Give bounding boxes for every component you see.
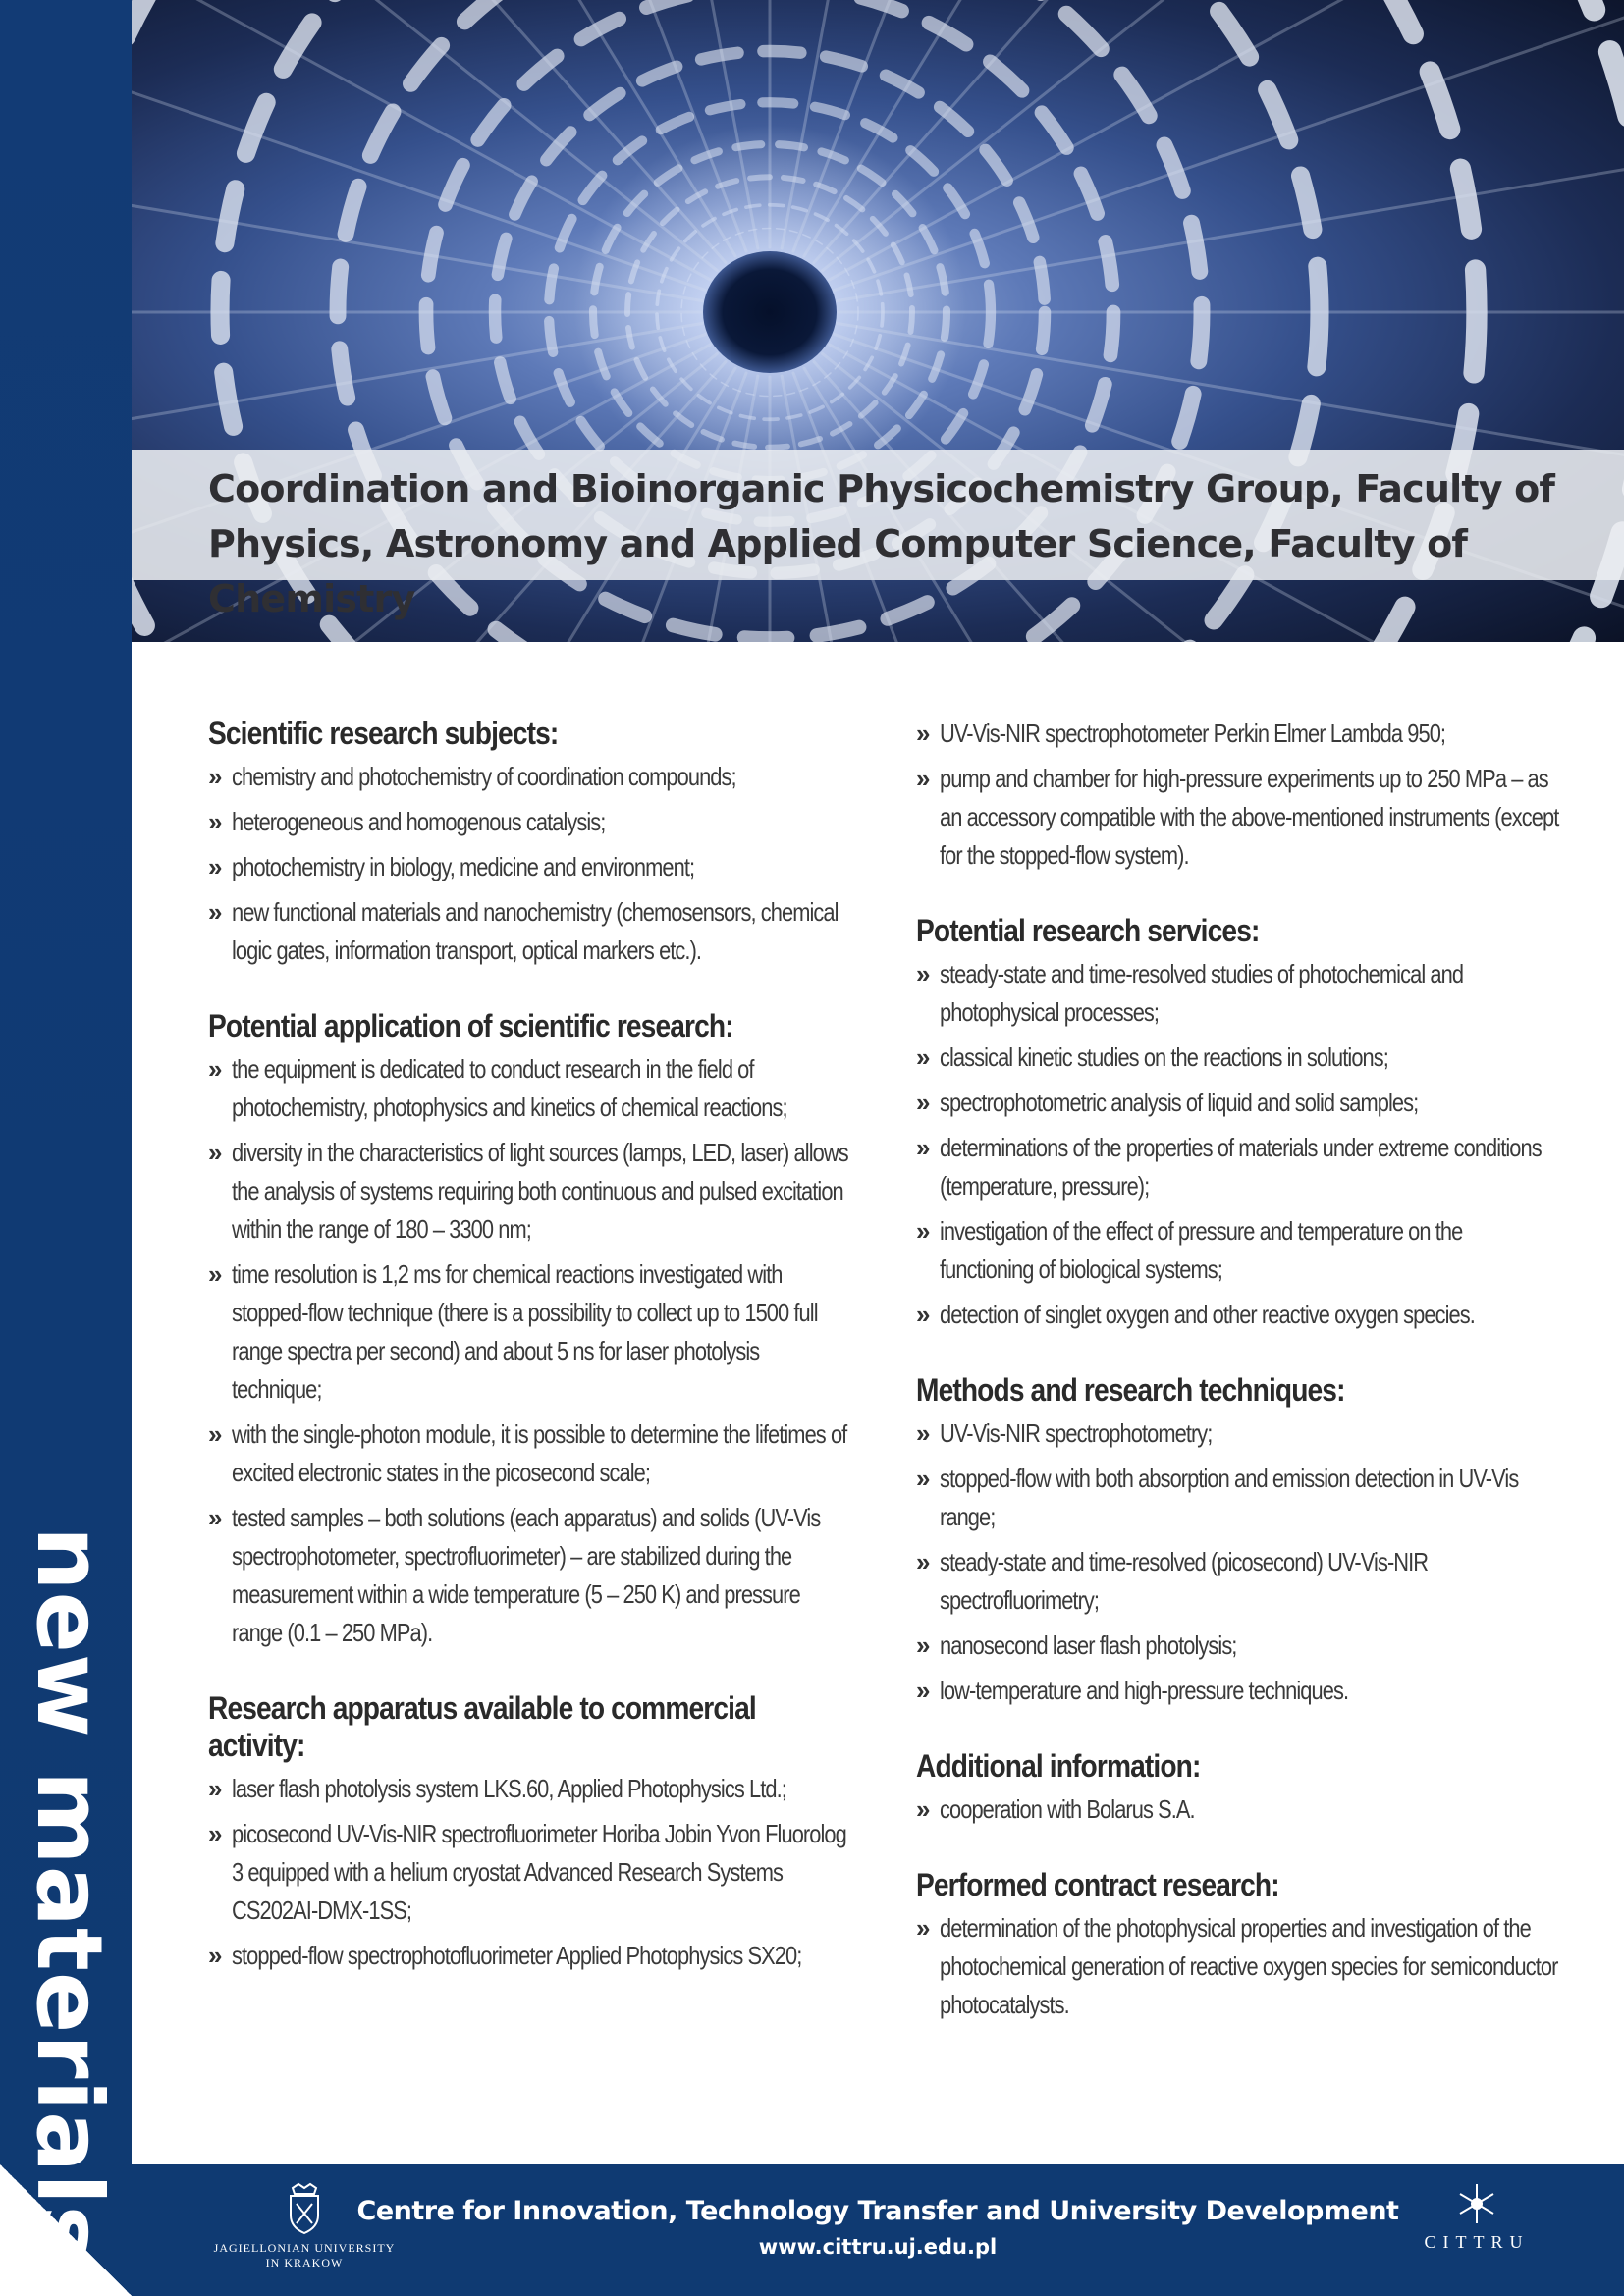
list-item-text: determination of the photophysical properties and investigation of the photochemical generation of reactive oxygen species for semiconductor photocatalysts. bbox=[940, 1913, 1558, 2019]
list-item bbox=[916, 1790, 1564, 1829]
list-item bbox=[916, 1084, 1564, 1122]
uj-logo-text: JAGIELLONIAN UNIVERSITY IN KRAKOW bbox=[213, 2241, 396, 2269]
list-item bbox=[916, 1039, 1564, 1077]
list-item bbox=[208, 848, 856, 886]
bullet-marker: » bbox=[916, 1133, 930, 1162]
bullet-marker: » bbox=[916, 1464, 930, 1493]
list-item bbox=[208, 758, 856, 796]
bullet-list bbox=[916, 1909, 1564, 2024]
list-item bbox=[916, 1543, 1564, 1620]
list-item-text: tested samples – both solutions (each apparatus) and solids (UV-Vis spectrophotometer, spectrofluorimeter) – are stabilized during the measurement within a wide temperature (5 – 250 K) and pressure range (0.1 – 250 MPa). bbox=[232, 1503, 821, 1647]
bullet-list bbox=[208, 1770, 856, 1975]
side-label: new materials bbox=[17, 1526, 122, 2261]
list-item bbox=[916, 1296, 1564, 1334]
list-item bbox=[208, 1134, 856, 1249]
list-item-text: chemistry and photochemistry of coordination compounds; bbox=[232, 762, 736, 791]
bullet-list bbox=[208, 1050, 856, 1652]
list-item-text: with the single-photon module, it is possible to determine the lifetimes of excited electronic states in the picosecond scale; bbox=[232, 1419, 847, 1487]
footer-title: Centre for Innovation, Technology Transfer and University Development bbox=[356, 2196, 1399, 2226]
title-line-2: Physics, Astronomy and Applied Computer Science, Faculty of Chemistry bbox=[208, 522, 1468, 620]
list-item-text: classical kinetic studies on the reactions in solutions; bbox=[940, 1042, 1388, 1072]
list-item-text: determinations of the properties of materials under extreme conditions (temperature, pressure); bbox=[940, 1133, 1542, 1201]
bullet-marker: » bbox=[208, 852, 222, 881]
list-item-text: the equipment is dedicated to conduct research in the field of photochemistry, photophysics and kinetics of chemical reactions; bbox=[232, 1054, 787, 1122]
list-item bbox=[916, 1129, 1564, 1205]
list-item bbox=[208, 1937, 856, 1975]
list-item bbox=[916, 760, 1564, 875]
list-item-text: steady-state and time-resolved (picosecond) UV-Vis-NIR spectrofluorimetry; bbox=[940, 1547, 1429, 1615]
list-item bbox=[208, 1815, 856, 1930]
section bbox=[916, 1747, 1564, 1829]
bullet-list bbox=[916, 1415, 1564, 1710]
list-item-text: heterogeneous and homogenous catalysis; bbox=[232, 807, 606, 836]
bullet-marker: » bbox=[208, 1941, 222, 1970]
list-item-text: stopped-flow spectrophotofluorimeter Applied Photophysics SX20; bbox=[232, 1941, 802, 1970]
section-heading: Potential application of scientific research: bbox=[208, 1008, 733, 1043]
bullet-marker: » bbox=[208, 1819, 222, 1848]
cittru-wordmark: CITTRU bbox=[1424, 2232, 1530, 2252]
section-heading: Additional information: bbox=[916, 1748, 1201, 1784]
left-column bbox=[208, 715, 856, 2012]
list-item bbox=[208, 1415, 856, 1492]
bullet-marker: » bbox=[916, 959, 930, 988]
page-title bbox=[208, 461, 1602, 626]
section bbox=[916, 715, 1564, 875]
bullet-marker: » bbox=[916, 1418, 930, 1448]
cittru-logo[interactable] bbox=[1398, 2182, 1555, 2253]
right-column bbox=[916, 715, 1564, 2061]
bullet-marker: » bbox=[208, 1774, 222, 1803]
bullet-marker: » bbox=[916, 764, 930, 793]
list-item-text: photochemistry in biology, medicine and environment; bbox=[232, 852, 695, 881]
bullet-marker: » bbox=[916, 719, 930, 748]
bullet-marker: » bbox=[916, 1676, 930, 1705]
section-heading: Potential research services: bbox=[916, 913, 1260, 948]
list-item bbox=[208, 1255, 856, 1409]
bullet-marker: » bbox=[916, 1547, 930, 1576]
list-item-text: picosecond UV-Vis-NIR spectrofluorimeter Horiba Jobin Yvon Fluorolog 3 equipped with a helium cryostat Advanced Research Systems CS202AI-DMX-1SS; bbox=[232, 1819, 846, 1925]
bullet-list bbox=[916, 1790, 1564, 1829]
list-item bbox=[208, 1770, 856, 1808]
list-item bbox=[916, 1415, 1564, 1453]
bullet-marker: » bbox=[916, 1042, 930, 1072]
list-item-text: steady-state and time-resolved studies of photochemical and photophysical processes; bbox=[940, 959, 1464, 1027]
list-item bbox=[208, 1499, 856, 1652]
list-item-text: detection of singlet oxygen and other reactive oxygen species. bbox=[940, 1300, 1475, 1329]
list-item bbox=[916, 955, 1564, 1032]
bullet-marker: » bbox=[916, 1794, 930, 1824]
bullet-list bbox=[916, 715, 1564, 875]
section bbox=[916, 1866, 1564, 2024]
list-item-text: pump and chamber for high-pressure experiments up to 250 MPa – as an accessory compatible with the above-mentioned instruments (except for the stopped-flow system). bbox=[940, 764, 1559, 870]
section bbox=[916, 1371, 1564, 1710]
list-item-text: spectrophotometric analysis of liquid and solid samples; bbox=[940, 1088, 1419, 1117]
bullet-marker: » bbox=[208, 1054, 222, 1084]
list-item bbox=[208, 803, 856, 841]
list-item-text: nanosecond laser flash photolysis; bbox=[940, 1630, 1237, 1660]
footer-url[interactable]: www.cittru.uj.edu.pl bbox=[758, 2235, 998, 2259]
list-item-text: cooperation with Bolarus S.A. bbox=[940, 1794, 1195, 1824]
list-item-text: investigation of the effect of pressure and temperature on the functioning of biological systems; bbox=[940, 1216, 1463, 1284]
list-item bbox=[208, 1050, 856, 1127]
list-item bbox=[916, 1672, 1564, 1710]
list-item-text: low-temperature and high-pressure techniques. bbox=[940, 1676, 1349, 1705]
section-heading: Methods and research techniques: bbox=[916, 1372, 1345, 1408]
bullet-list bbox=[916, 955, 1564, 1334]
bullet-marker: » bbox=[916, 1088, 930, 1117]
list-item-text: UV-Vis-NIR spectrophotometry; bbox=[940, 1418, 1213, 1448]
list-item bbox=[916, 1460, 1564, 1536]
section-heading: Research apparatus available to commercial activity: bbox=[208, 1690, 756, 1763]
bullet-marker: » bbox=[208, 807, 222, 836]
list-item-text: stopped-flow with both absorption and emission detection in UV-Vis range; bbox=[940, 1464, 1519, 1531]
cittru-star-icon bbox=[1452, 2182, 1501, 2225]
bullet-marker: » bbox=[916, 1913, 930, 1943]
bullet-list bbox=[208, 758, 856, 970]
footer bbox=[132, 2164, 1624, 2296]
section bbox=[916, 912, 1564, 1334]
bullet-marker: » bbox=[208, 1503, 222, 1532]
bullet-marker: » bbox=[208, 1259, 222, 1289]
list-item-text: laser flash photolysis system LKS.60, Applied Photophysics Ltd.; bbox=[232, 1774, 786, 1803]
bullet-marker: » bbox=[916, 1630, 930, 1660]
list-item-text: time resolution is 1,2 ms for chemical reactions investigated with stopped-flow technique (there is a possibility to collect up to 1500 full range spectra per second) and about 5 ns for laser photolysis technique; bbox=[232, 1259, 818, 1404]
bullet-marker: » bbox=[916, 1216, 930, 1246]
list-item-text: diversity in the characteristics of light sources (lamps, LED, laser) allows the analysis of systems requiring both continuous and pulsed excitation within the range of 180 – 3300 nm; bbox=[232, 1138, 848, 1244]
section bbox=[208, 715, 856, 970]
bullet-marker: » bbox=[916, 1300, 930, 1329]
bullet-marker: » bbox=[208, 762, 222, 791]
bullet-marker: » bbox=[208, 1138, 222, 1167]
bullet-marker: » bbox=[208, 897, 222, 927]
list-item-text: UV-Vis-NIR spectrophotometer Perkin Elmer Lambda 950; bbox=[940, 719, 1446, 748]
section-heading: Performed contract research: bbox=[916, 1867, 1279, 1902]
section bbox=[208, 1689, 856, 1975]
section bbox=[208, 1007, 856, 1652]
title-line-1: Coordination and Bioinorganic Physicochemistry Group, Faculty of bbox=[208, 467, 1555, 510]
list-item bbox=[916, 1212, 1564, 1289]
list-item bbox=[916, 1909, 1564, 2024]
section-heading: Scientific research subjects: bbox=[208, 716, 559, 751]
list-item bbox=[916, 1627, 1564, 1665]
list-item bbox=[208, 893, 856, 970]
bullet-marker: » bbox=[208, 1419, 222, 1449]
list-item bbox=[916, 715, 1564, 753]
list-item-text: new functional materials and nanochemistry (chemosensors, chemical logic gates, information transport, optical markers etc.). bbox=[232, 897, 839, 965]
